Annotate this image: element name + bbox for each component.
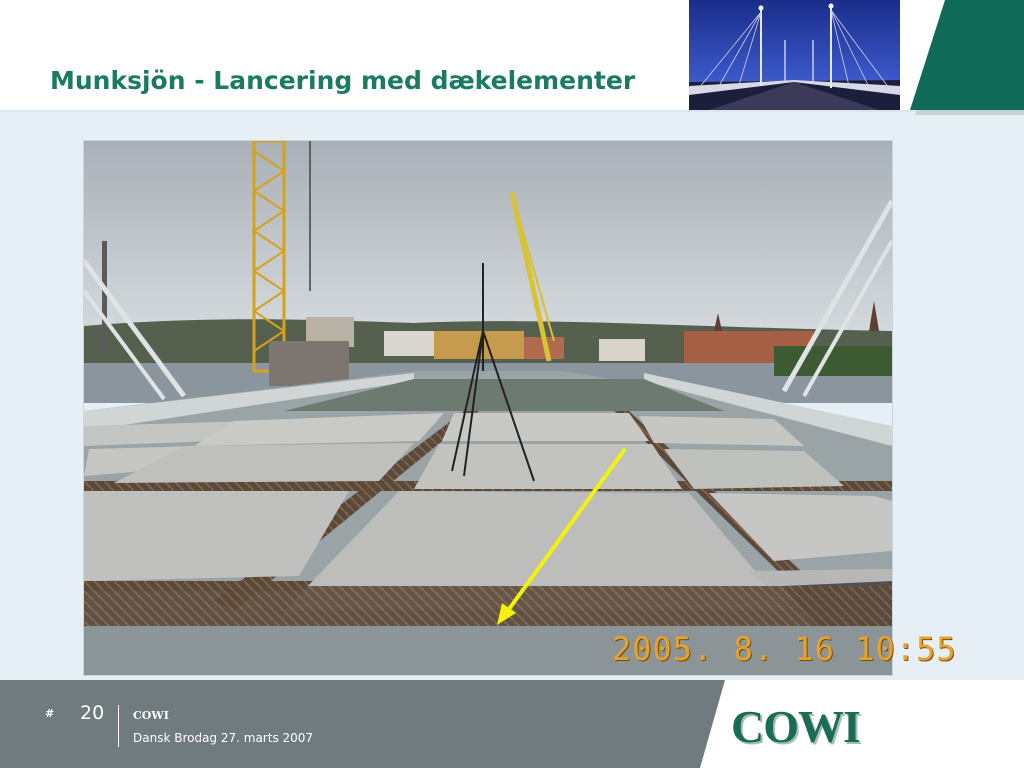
construction-photo xyxy=(84,141,892,675)
slide-footer xyxy=(0,680,1024,768)
slide-mark: # xyxy=(45,707,55,720)
header-accent-shape xyxy=(905,0,1024,115)
footer-company: COWI xyxy=(133,709,169,722)
slide-title: Munksjön - Lancering med dækelementer xyxy=(50,66,636,95)
footer-divider xyxy=(118,705,119,747)
cowi-logo: COWI xyxy=(731,701,860,752)
bridge-thumbnail-image xyxy=(689,0,900,110)
photo-timestamp: 2005. 8. 16 10:55 xyxy=(612,630,957,668)
header-divider xyxy=(0,110,1024,112)
slide-number: 20 xyxy=(80,702,105,724)
footer-event: Dansk Brodag 27. marts 2007 xyxy=(133,731,314,745)
